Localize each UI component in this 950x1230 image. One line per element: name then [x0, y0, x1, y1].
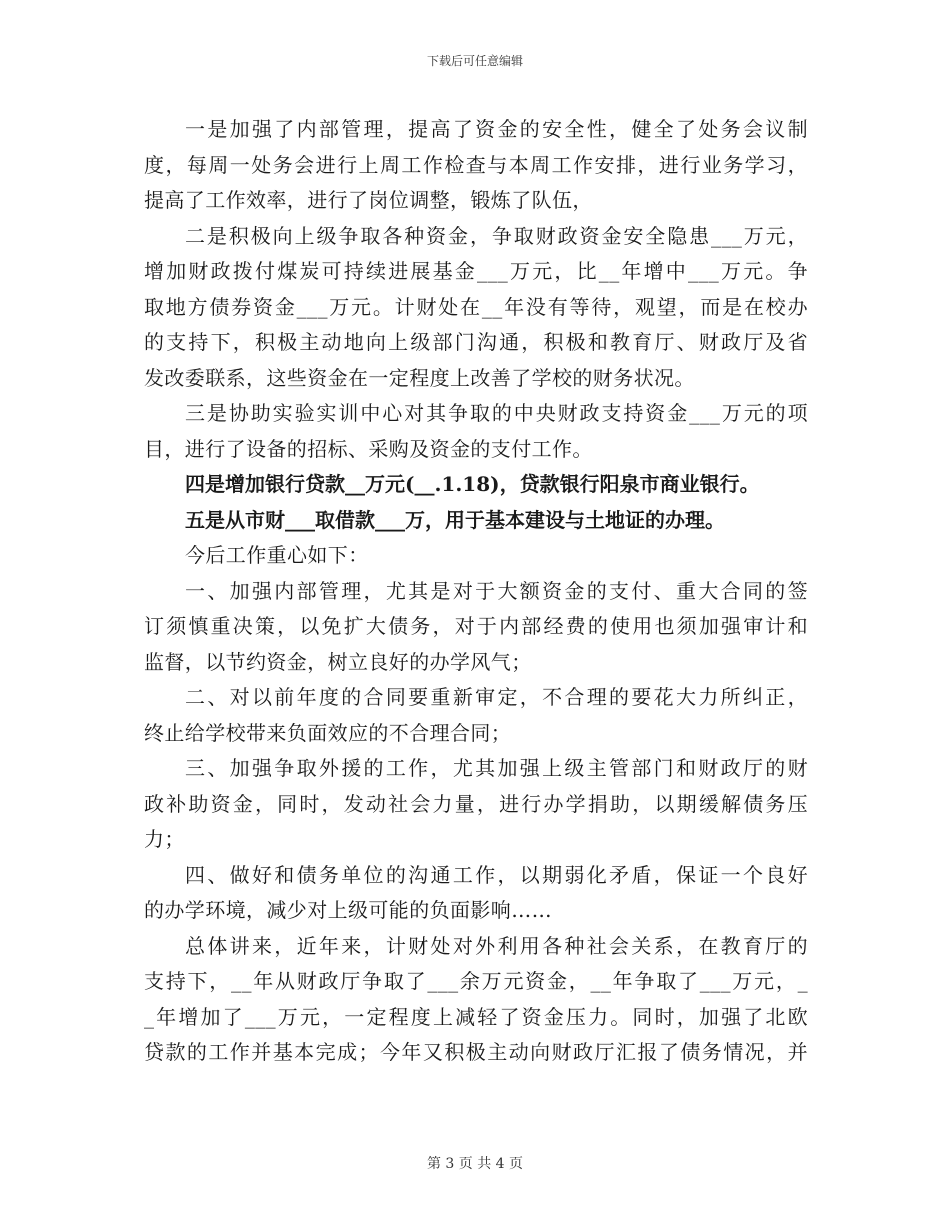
text-line: 的支持下，积极主动地向上级部门沟通，积极和教育厅、财政厅及省	[144, 330, 808, 354]
text-line: 订须慎重决策，以免扩大债务，对于内部经费的使用也须加强审计和	[144, 614, 808, 638]
text-line: 二是积极向上级争取各种资金，争取财政资金安全隐患___万元，	[185, 223, 808, 248]
text-line: 力；	[144, 827, 185, 851]
text-line: 一、加强内部管理，尤其是对于大额资金的支付、重大合同的签	[185, 578, 808, 603]
page-number-footer: 第 3 页 共 4 页	[426, 1156, 524, 1172]
text-line: 的办学环境，减少对上级可能的负面影响……	[144, 898, 552, 922]
text-line: 贷款的工作并基本完成；今年又积极主动向财政厅汇报了债务情况，并	[144, 1040, 808, 1064]
text-line: 二、对以前年度的合同要重新审定，不合理的要花大力所纠正，	[185, 685, 808, 709]
text-line: 发改委联系，这些资金在一定程度上改善了学校的财务状况。	[144, 365, 695, 390]
text-line: 目，进行了设备的招标、采购及资金的支付工作。	[144, 436, 593, 461]
section-heading: 今后工作重心如下：	[185, 543, 369, 567]
text-line: 度，每周一处务会进行上周工作检查与本周工作安排，进行业务学习，	[144, 152, 808, 177]
document-body	[144, 112, 808, 1071]
text-line: 三是协助实验实训中心对其争取的中央财政支持资金___万元的项	[185, 401, 808, 425]
text-line: 增加财政拨付煤炭可持续进展基金___万元，比__年增中___万元。争	[144, 259, 808, 283]
bold-text-line: 五是从市财___取借款___万，用于基本建设与土地证的办理。	[185, 507, 725, 532]
text-line: 支持下，__年从财政厅争取了___余万元资金，__年争取了___万元，_	[144, 969, 808, 993]
text-line: 一是加强了内部管理，提高了资金的安全性，健全了处务会议制	[185, 117, 808, 141]
text-line: 三、加强争取外援的工作，尤其加强上级主管部门和财政厅的财	[185, 756, 808, 780]
text-line: 取地方债券资金___万元。计财处在__年没有等待，观望，而是在校办	[144, 294, 808, 319]
text-line: 提高了工作效率，进行了岗位调整，锻炼了队伍，	[144, 188, 593, 212]
text-line: _年增加了___万元，一定程度上减轻了资金压力。同时，加强了北欧	[144, 1004, 808, 1029]
text-line: 总体讲来，近年来，计财处对外利用各种社会关系，在教育厅的	[185, 933, 808, 958]
bold-text-line: 四是增加银行贷款__万元(__.1.18)，贷款银行阳泉市商业银行。	[185, 472, 760, 496]
page-header: 下载后可任意编辑	[426, 54, 523, 68]
text-line: 政补助资金，同时，发动社会力量，进行办学捐助，以期缓解债务压	[144, 791, 808, 816]
text-line: 监督，以节约资金，树立良好的办学风气；	[144, 649, 532, 674]
text-line: 四、做好和债务单位的沟通工作，以期弱化矛盾，保证一个良好	[185, 862, 808, 887]
text-line: 终止给学校带来负面效应的不合理合同；	[144, 720, 512, 745]
